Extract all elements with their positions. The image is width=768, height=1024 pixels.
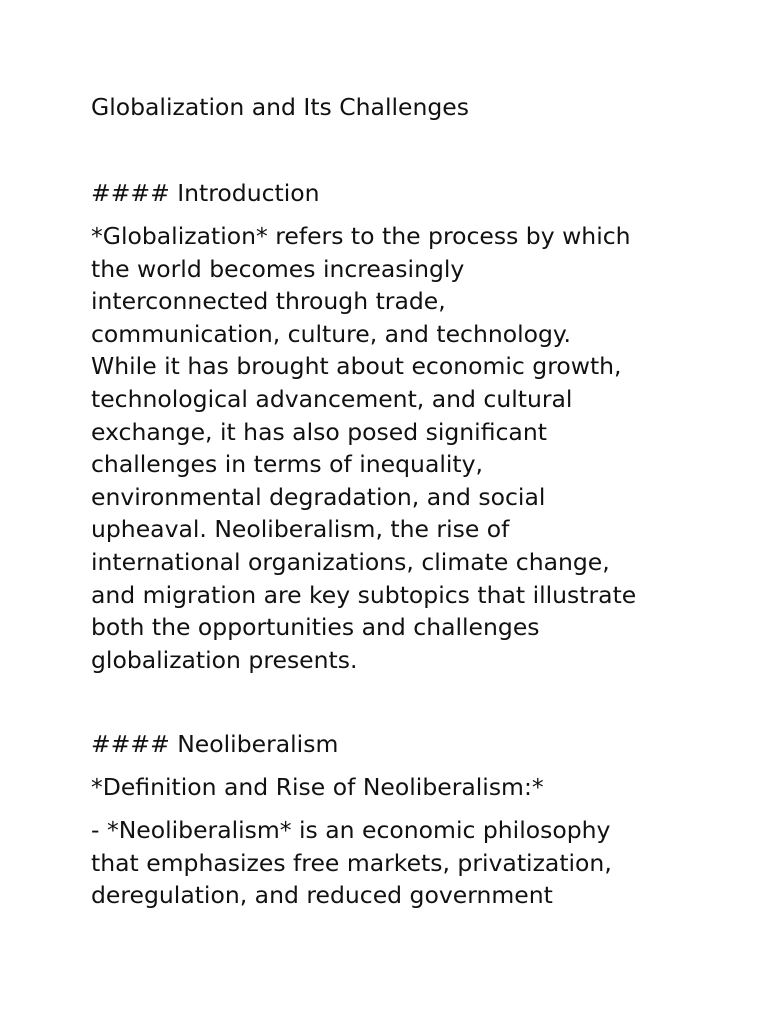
paragraph-line: challenges in terms of inequality, — [91, 450, 483, 479]
introduction-heading: #### Introduction — [91, 179, 320, 207]
paragraph-line: While it has brought about economic growth, — [91, 352, 622, 381]
paragraph-line: technological advancement, and cultural — [91, 384, 573, 413]
paragraph-line: and migration are key subtopics that illustrate — [91, 580, 637, 609]
paragraph-line: communication, culture, and technology. — [91, 319, 571, 348]
paragraph-line: upheaval. Neoliberalism, the rise of — [91, 515, 510, 544]
list-item-line: that emphasizes free markets, privatization, — [91, 848, 612, 877]
paragraph-line: interconnected through trade, — [91, 287, 446, 316]
definition-subheading: *Definition and Rise of Neoliberalism:* — [91, 773, 544, 801]
paragraph-line: international organizations, climate change, — [91, 547, 610, 576]
paragraph-line: exchange, it has also posed significant — [91, 417, 547, 446]
list-item-line: deregulation, and reduced government — [91, 881, 553, 910]
neoliberalism-heading: #### Neoliberalism — [91, 730, 339, 758]
list-item-line: - *Neoliberalism* is an economic philosophy — [91, 816, 611, 844]
paragraph-line: globalization presents. — [91, 645, 358, 674]
paragraph-line: *Globalization* refers to the process by which — [91, 222, 631, 250]
introduction-paragraph — [91, 220, 636, 676]
list-item — [91, 814, 612, 912]
paragraph-line: environmental degradation, and social — [91, 482, 546, 511]
paragraph-line: both the opportunities and challenges — [91, 613, 540, 642]
paragraph-line: the world becomes increasingly — [91, 254, 465, 283]
document-title: Globalization and Its Challenges — [91, 93, 469, 121]
